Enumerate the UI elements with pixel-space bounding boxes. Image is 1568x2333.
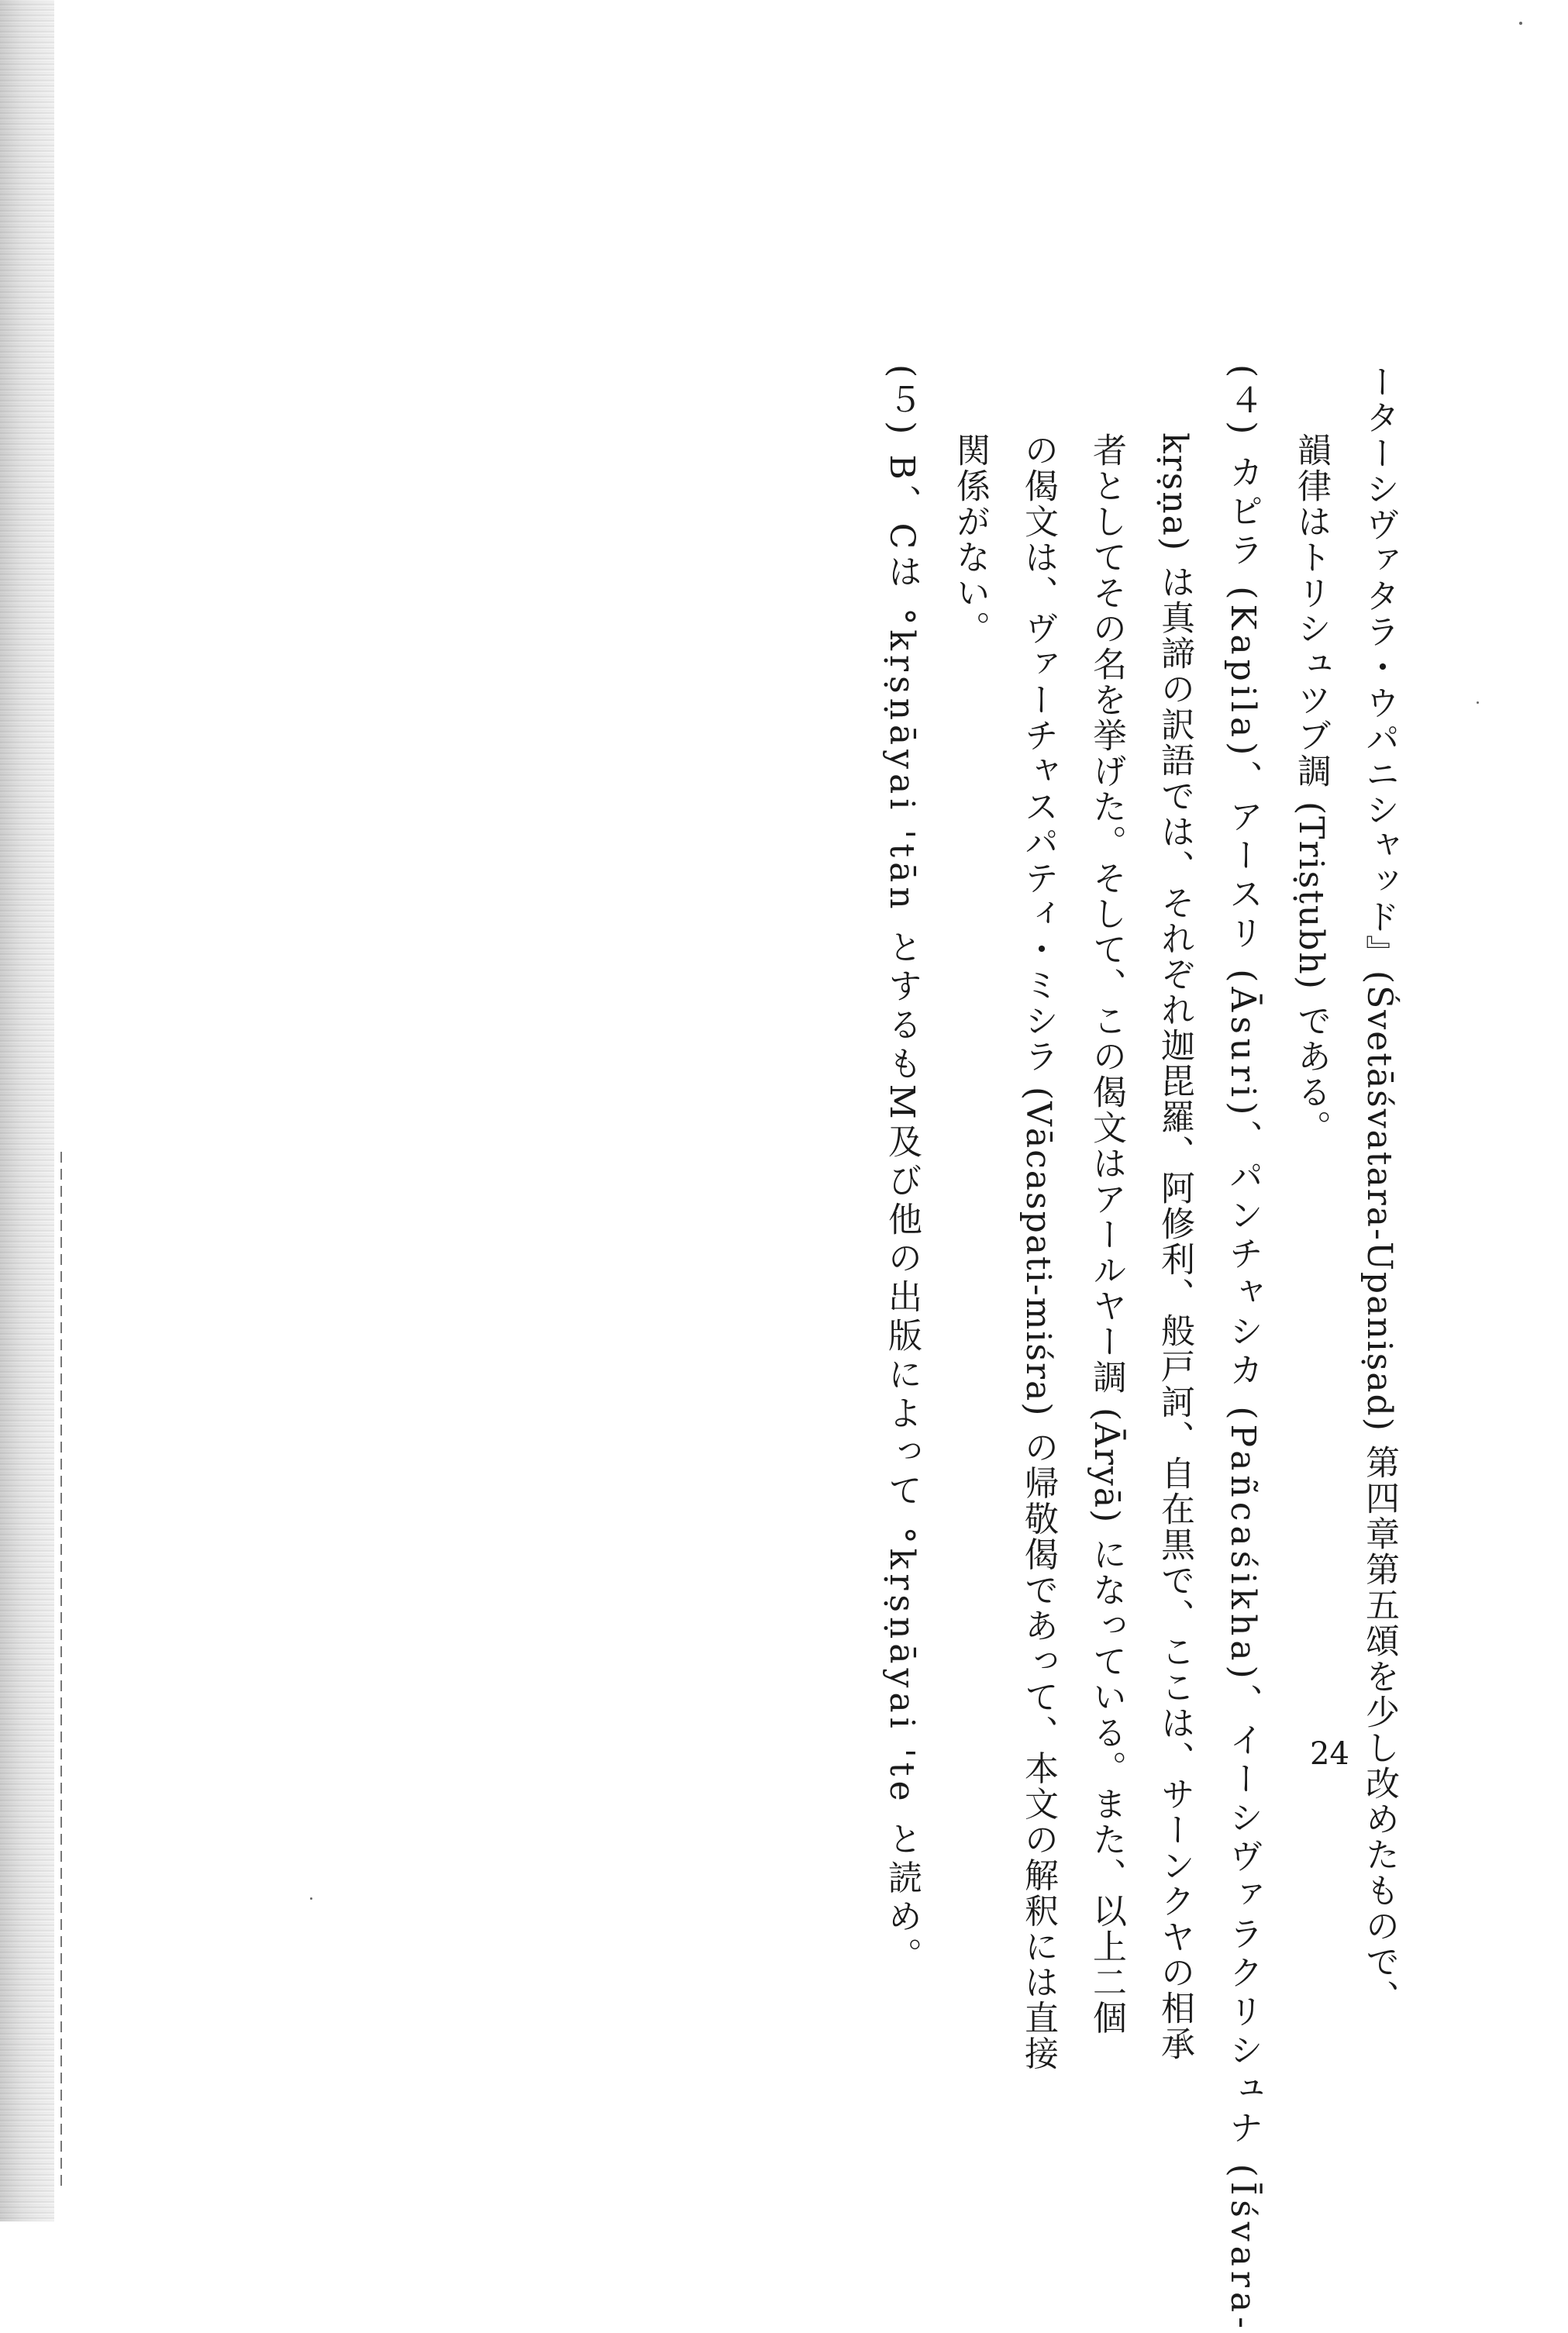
scan-speck: [310, 1897, 312, 1900]
page-number: 24: [1310, 1736, 1349, 1772]
text-line: の偈文は、ヴァーチャスパティ・ミシラ (Vācaspati-miśra) の帰敬偈であって、本文の解釈には直接: [1018, 432, 1058, 2072]
note-4-line: (４) カピラ (Kapila)、アースリ (Āsuri)、パンチャシカ (Pañcaśikha)、イーシヴァラクリシュナ (Īśvara-: [1223, 364, 1263, 2333]
text-line: 関係がない。: [950, 432, 990, 646]
note-5-line: (５) B、Cは °kṛṣṇāyai 'tān とするもM及び他の出版によって °kṛṣṇāyai 'te と読め。: [882, 364, 922, 1976]
scan-speck: [1477, 701, 1479, 704]
scan-artifact-line: [60, 1147, 62, 2186]
text-line: kṛṣṇa) は真諦の訳語では、それぞれ迦毘羅、阿修利、般戸訶、自在黒で、ここは、サーンクヤの相承: [1155, 432, 1194, 2062]
text-line: 韻律はトリシュツブ調 (Triṣṭubh) である。: [1291, 432, 1331, 1146]
scan-speck: [1519, 22, 1522, 25]
scan-binding-edge: [0, 0, 54, 2221]
text-line: 者としてその名を挙げた。そして、この偈文はアールヤー調 (Āryā) になっている。また、以上二個: [1087, 432, 1126, 2036]
text-line: ーターシヴァタラ・ウパニシャッド』(Śvetāśvatara-Upaniṣad) 第四章第五頌を少し改めたもので、: [1360, 364, 1399, 2015]
